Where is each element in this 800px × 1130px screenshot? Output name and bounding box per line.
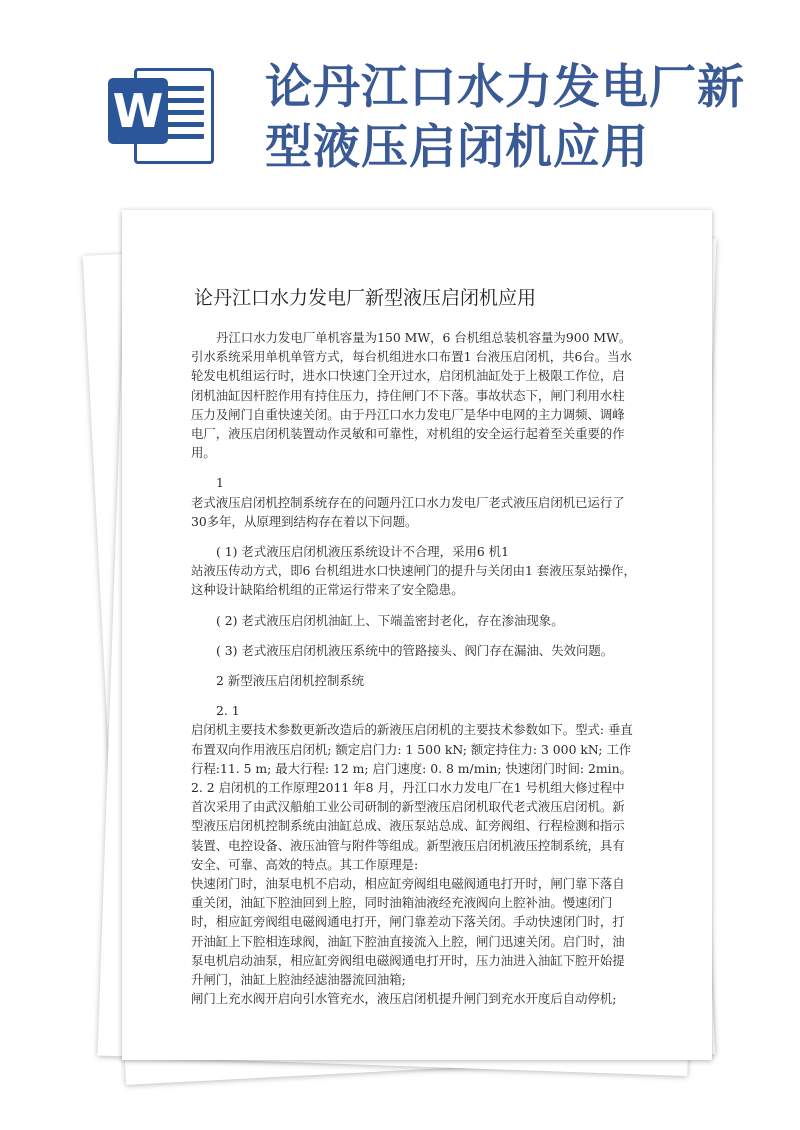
hero-title-line2: 型液压启闭机应用 — [265, 120, 649, 175]
paragraph: 快速闭门时，油泵电机不启动，相应缸旁阀组电磁阀通电打开时，闸门靠下落自重关闭，油缸下腔油回到上腔，同时油箱油液经充液阀向上腔补油。慢速闭门时，相应缸旁阀组电磁阀通电打开，闸门靠差动下落关闭。手动快速闭门时，打开油缸上下腔相连球阀，油缸下腔油直接流入上腔，闸门迅速关闭。启门时，油泵电机启动油泵，相应缸旁阀组电磁阀通电打开时，压力油进入油缸下腔开始提升闸门，油缸上腔油经滤油器流回油箱; — [191, 876, 625, 988]
document-title: 论丹江口水力发电厂新型液压启闭机应用 — [194, 287, 537, 309]
hero-title-line1: 论丹江口水力发电厂新 — [265, 60, 745, 115]
list-item: ( 2) 老式液压启闭机油缸上、下端盖密封老化，存在渗油现象。 — [216, 612, 564, 628]
word-icon-letter: W — [108, 78, 168, 144]
paragraph: 丹江口水力发电厂单机容量为150 MW，6 台机组总装机容量为900 MW。引水系统采用单机单管方式，每台机组进水口布置1 台液压启闭机，共6台。当水轮发电机组运行时，进水口快速门全开过水，启闭机油缸处于上极限工作位，启闭机油缸因杆腔作用有持住压力，持住闸门不下落。事故状态下，闸门利用水柱压力及闸门自重快速关闭。由于丹江口水力发电厂是华中电网的主力调频、调峰电厂，液压启闭机装置动作灵敏和可靠性，对机组的安全运行起着至关重要的作用。 — [191, 330, 632, 461]
section-number: 2. 1 — [216, 703, 240, 719]
paragraph: 启闭机主要技术参数更新改造后的新液压启闭机的主要技术参数如下。型式: 垂直布置双向作用液压启闭机; 额定启门力: 1 500 kN; 额定持住力: 3 000 kN; 工作行程:11. 5 m; 最大行程: 12 m; 启门速度: 0. 8 m/min; 快速闭门时间: 2min。2. 2 启闭机的工作原理2011 年8 月，丹江口水力发电厂在1 号机组大修过程中首次采用了由武汉船舶工业公司研制的新型液压启闭机取代老式液压启闭机。新型液压启闭机控制系统由油缸总成、液压泵站总成、缸旁阀组、行程检测和指示装置、电控设备、液压油管与附件等组成。新型液压启闭机液压控制系统，具有安全、可靠、高效的特点。其工作原理是: — [191, 722, 633, 872]
section-heading: 2 新型液压启闭机控制系统 — [216, 673, 365, 689]
paragraph: 闸门上充水阀开启向引水管充水，液压启闭机提升闸门到充水开度后自动停机; — [191, 991, 617, 1007]
document-body — [191, 328, 636, 1009]
section-number: 1 — [216, 475, 224, 491]
paragraph: 老式液压启闭机控制系统存在的问题丹江口水力发电厂老式液压启闭机已运行了30多年，从原理到结构存在着以下问题。 — [191, 494, 625, 529]
list-item: ( 1) 老式液压启闭机液压系统设计不合理，采用6 机1 — [216, 544, 509, 560]
hero-title — [265, 58, 765, 178]
paragraph: 站液压传动方式，即6 台机组进水口快速闸门的提升与关闭由1 套液压泵站操作，这种设计缺陷给机组的正常运行带来了安全隐患。 — [191, 563, 636, 598]
word-document-icon — [108, 62, 216, 170]
list-item: ( 3) 老式液压启闭机液压系统中的管路接头、阀门存在漏油、失效问题。 — [216, 642, 614, 658]
